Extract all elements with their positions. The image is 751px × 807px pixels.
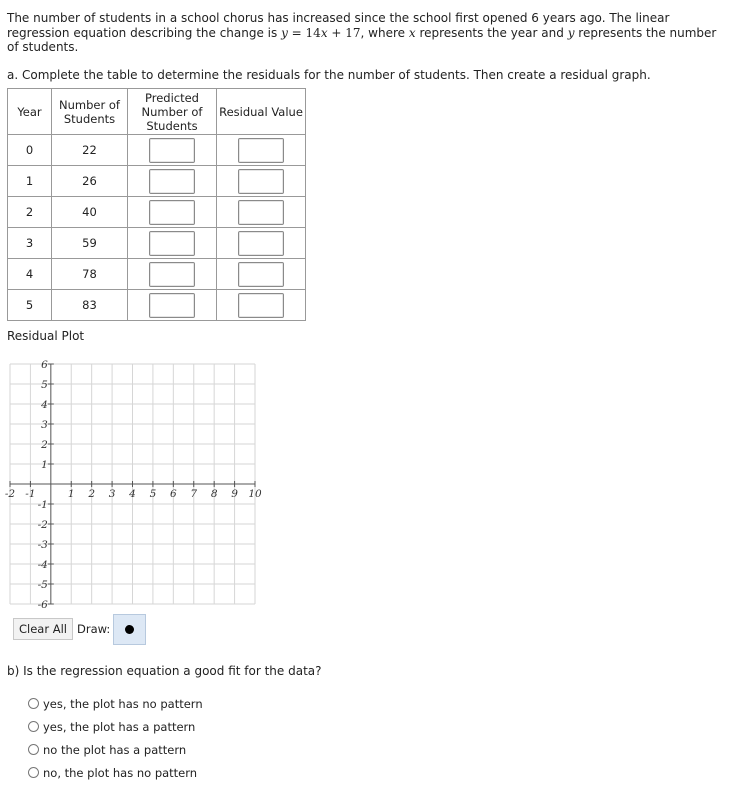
residual-cell [217,290,306,321]
residual-plot-canvas[interactable] [0,356,270,614]
year-cell: 0 [8,135,52,166]
residual-input[interactable] [238,231,284,256]
radio-button[interactable] [28,767,39,778]
problem-statement: The number of students in a school chorus has increased since the school first opened 6 years ago. The linear regression equation describing the change is y = 14x + 17, where x represents the year and y represents the number of students. [7,11,717,54]
year-cell: 3 [8,228,52,259]
predicted-cell [128,259,217,290]
y-tick-label: 1 [41,459,48,471]
predicted-input[interactable] [149,169,195,194]
option-4[interactable]: no, the plot has no pattern [28,761,203,784]
year-cell: 2 [8,197,52,228]
students-cell: 22 [52,135,128,166]
x-tick-label: 10 [248,488,262,500]
x-tick-label: 6 [169,488,177,500]
y-tick-label: -2 [37,519,48,531]
students-cell: 40 [52,197,128,228]
residual-cell [217,228,306,259]
y-tick-label: 4 [41,399,48,411]
year-cell: 4 [8,259,52,290]
radio-button[interactable] [28,744,39,755]
x-tick-label: 2 [88,488,96,500]
option-3[interactable]: no the plot has a pattern [28,738,203,761]
residual-table [7,88,306,321]
header-year: Year [8,89,52,135]
y-tick-label: 3 [41,419,48,431]
predicted-input[interactable] [149,138,195,163]
table-row [8,259,306,290]
predicted-input[interactable] [149,293,195,318]
year-cell: 1 [8,166,52,197]
question-a: a. Complete the table to determine the residuals for the number of students. Then create a residual graph. [7,68,651,82]
residual-cell [217,197,306,228]
predicted-input[interactable] [149,262,195,287]
radio-button[interactable] [28,721,39,732]
y-tick-label: -4 [37,559,48,571]
residual-cell [217,259,306,290]
predicted-cell [128,135,217,166]
students-cell: 26 [52,166,128,197]
point-icon [125,625,134,634]
draw-label: Draw: [77,622,111,636]
predicted-cell [128,166,217,197]
x-tick-label: -2 [4,488,16,500]
predicted-input[interactable] [149,200,195,225]
answer-options [28,692,203,784]
y-tick-label: -6 [37,599,48,611]
table-row [8,290,306,321]
x-tick-label: 1 [67,488,75,500]
predicted-input[interactable] [149,231,195,256]
students-cell: 59 [52,228,128,259]
students-cell: 83 [52,290,128,321]
residual-input[interactable] [238,262,284,287]
year-cell: 5 [8,290,52,321]
x-tick-label: 3 [108,488,116,500]
residual-input[interactable] [238,169,284,194]
students-cell: 78 [52,259,128,290]
predicted-cell [128,228,217,259]
residual-cell [217,135,306,166]
table-row [8,228,306,259]
y-tick-label: -3 [37,539,48,551]
y-tick-label: -5 [37,579,48,591]
residual-input[interactable] [238,138,284,163]
header-students: Number of Students [52,89,128,135]
x-tick-label: 8 [210,488,218,500]
x-tick-label: 7 [190,488,198,500]
predicted-cell [128,290,217,321]
x-tick-label: 5 [149,488,157,500]
y-tick-label: 2 [41,439,48,451]
residual-input[interactable] [238,293,284,318]
residual-input[interactable] [238,200,284,225]
point-tool-button[interactable] [113,614,146,645]
plot-title: Residual Plot [7,329,85,343]
option-2[interactable]: yes, the plot has a pattern [28,715,203,738]
table-row [8,166,306,197]
table-row [8,197,306,228]
predicted-cell [128,197,217,228]
question-b: b) Is the regression equation a good fit for the data? [7,664,322,678]
header-predicted: Predicted Number of Students [128,89,217,135]
x-tick-label: 9 [231,488,238,500]
table-row [8,135,306,166]
clear-all-button[interactable]: Clear All [13,618,73,640]
y-tick-label: -1 [37,499,48,511]
radio-button[interactable] [28,698,39,709]
x-tick-label: 4 [129,488,136,500]
residual-cell [217,166,306,197]
header-residual: Residual Value [217,89,306,135]
option-1[interactable]: yes, the plot has no pattern [28,692,203,715]
x-tick-label: -1 [25,488,36,500]
y-tick-label: 5 [41,379,48,391]
y-tick-label: 6 [41,359,48,371]
